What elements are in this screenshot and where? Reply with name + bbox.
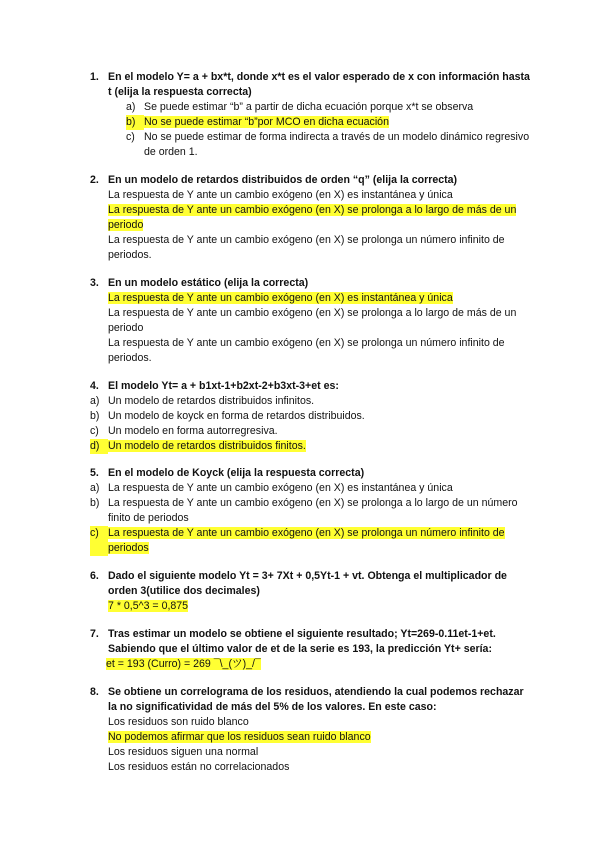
answer-highlighted: et = 193 (Curro) = 269 ¯\_(ツ)_/¯ [106, 658, 261, 670]
answer-line: Los residuos están no correlacionados [108, 761, 290, 773]
question-title: El modelo Yt= a + b1xt-1+b2xt-2+b3xt-3+et es: [108, 380, 339, 392]
answer-line: La respuesta de Y ante un cambio exógeno (en X) se prolonga a lo largo de más de un periodo [108, 307, 517, 334]
question-title: En el modelo de Koyck (elija la respuesta correcta) [108, 467, 365, 479]
answer-line: Los residuos son ruido blanco [108, 716, 249, 728]
question-title: Se obtiene un correlograma de los residuos, atendiendo la cual podemos rechazar la no significatividad de más del 5% de los valores. En este caso: [108, 686, 524, 713]
answer-line: La respuesta de Y ante un cambio exógeno (en X) es instantánea y única [108, 189, 453, 201]
option-a: a) La respuesta de Y ante un cambio exógeno (en X) es instantánea y única [90, 482, 453, 494]
answer-line-highlighted: No podemos afirmar que los residuos sean ruido blanco [108, 731, 371, 743]
answer-line: Los residuos siguen una normal [108, 746, 259, 758]
answer-line: La respuesta de Y ante un cambio exógeno (en X) se prolonga un número infinito de periodos. [108, 337, 505, 364]
question-1 [90, 70, 530, 160]
question-4 [90, 379, 530, 454]
option-c: c) No se puede estimar de forma indirecta a través de un modelo dinámico regresivo de orden 1. [126, 131, 530, 158]
question-title: Tras estimar un modelo se obtiene el siguiente resultado; Yt=269-0.11et-1+et. Sabiendo que el último valor de et de la serie es 193, la predicción Yt+ sería: [108, 628, 496, 655]
question-title: En un modelo estático (elija la correcta) [108, 277, 309, 289]
question-number: 2. [90, 174, 99, 186]
question-8 [90, 685, 530, 775]
question-number: 3. [90, 277, 99, 289]
question-5 [90, 466, 530, 556]
option-b: b) La respuesta de Y ante un cambio exógeno (en X) se prolonga a lo largo de un número finito de periodos [90, 497, 518, 524]
answer-line-highlighted: La respuesta de Y ante un cambio exógeno (en X) es instantánea y única [108, 292, 453, 304]
question-number: 5. [90, 467, 99, 479]
question-number: 4. [90, 380, 99, 392]
option-a: a) Un modelo de retardos distribuidos infinitos. [90, 395, 315, 407]
answer-line: La respuesta de Y ante un cambio exógeno (en X) se prolonga un número infinito de periodos. [108, 234, 505, 261]
option-c-highlighted: c) La respuesta de Y ante un cambio exógeno (en X) se prolonga un número infinito de periodos [90, 527, 505, 554]
question-6 [90, 569, 530, 614]
question-2 [90, 173, 530, 263]
question-title: En un modelo de retardos distribuidos de orden “q” (elija la correcta) [108, 174, 458, 186]
question-title: Dado el siguiente modelo Yt = 3+ 7Xt + 0,5Yt-1 + vt. Obtenga el multiplicador de orden 3(utilice dos decimales) [108, 570, 507, 597]
option-text: Se puede estimar “b” a partir de dicha ecuación porque x*t se observa [144, 101, 474, 113]
option-b: b) Un modelo de koyck en forma de retardos distribuidos. [90, 410, 365, 422]
option-d-highlighted: d) Un modelo de retardos distribuidos finitos. [90, 440, 306, 452]
question-number: 1. [90, 71, 99, 83]
question-number: 8. [90, 686, 99, 698]
answer-line-highlighted: La respuesta de Y ante un cambio exógeno (en X) se prolonga a lo largo de más de un periodo [108, 204, 517, 231]
option-text-highlighted: No se puede estimar “b”por MCO en dicha ecuación [144, 116, 389, 128]
option-text: No se puede estimar de forma indirecta a través de un modelo dinámico regresivo de orden 1. [144, 131, 530, 158]
answer-highlighted: 7 * 0,5^3 = 0,875 [108, 600, 189, 612]
question-number: 6. [90, 570, 99, 582]
question-7 [90, 627, 530, 672]
question-title: En el modelo Y= a + bx*t, donde x*t es el valor esperado de x con información hasta t (elija la respuesta correcta) [108, 71, 530, 98]
option-c: c) Un modelo en forma autorregresiva. [90, 425, 278, 437]
question-number: 7. [90, 628, 99, 640]
option-a: a) Se puede estimar “b” a partir de dicha ecuación porque x*t se observa [126, 101, 474, 113]
option-b: b) No se puede estimar “b”por MCO en dicha ecuación [126, 116, 389, 128]
question-3 [90, 276, 530, 366]
